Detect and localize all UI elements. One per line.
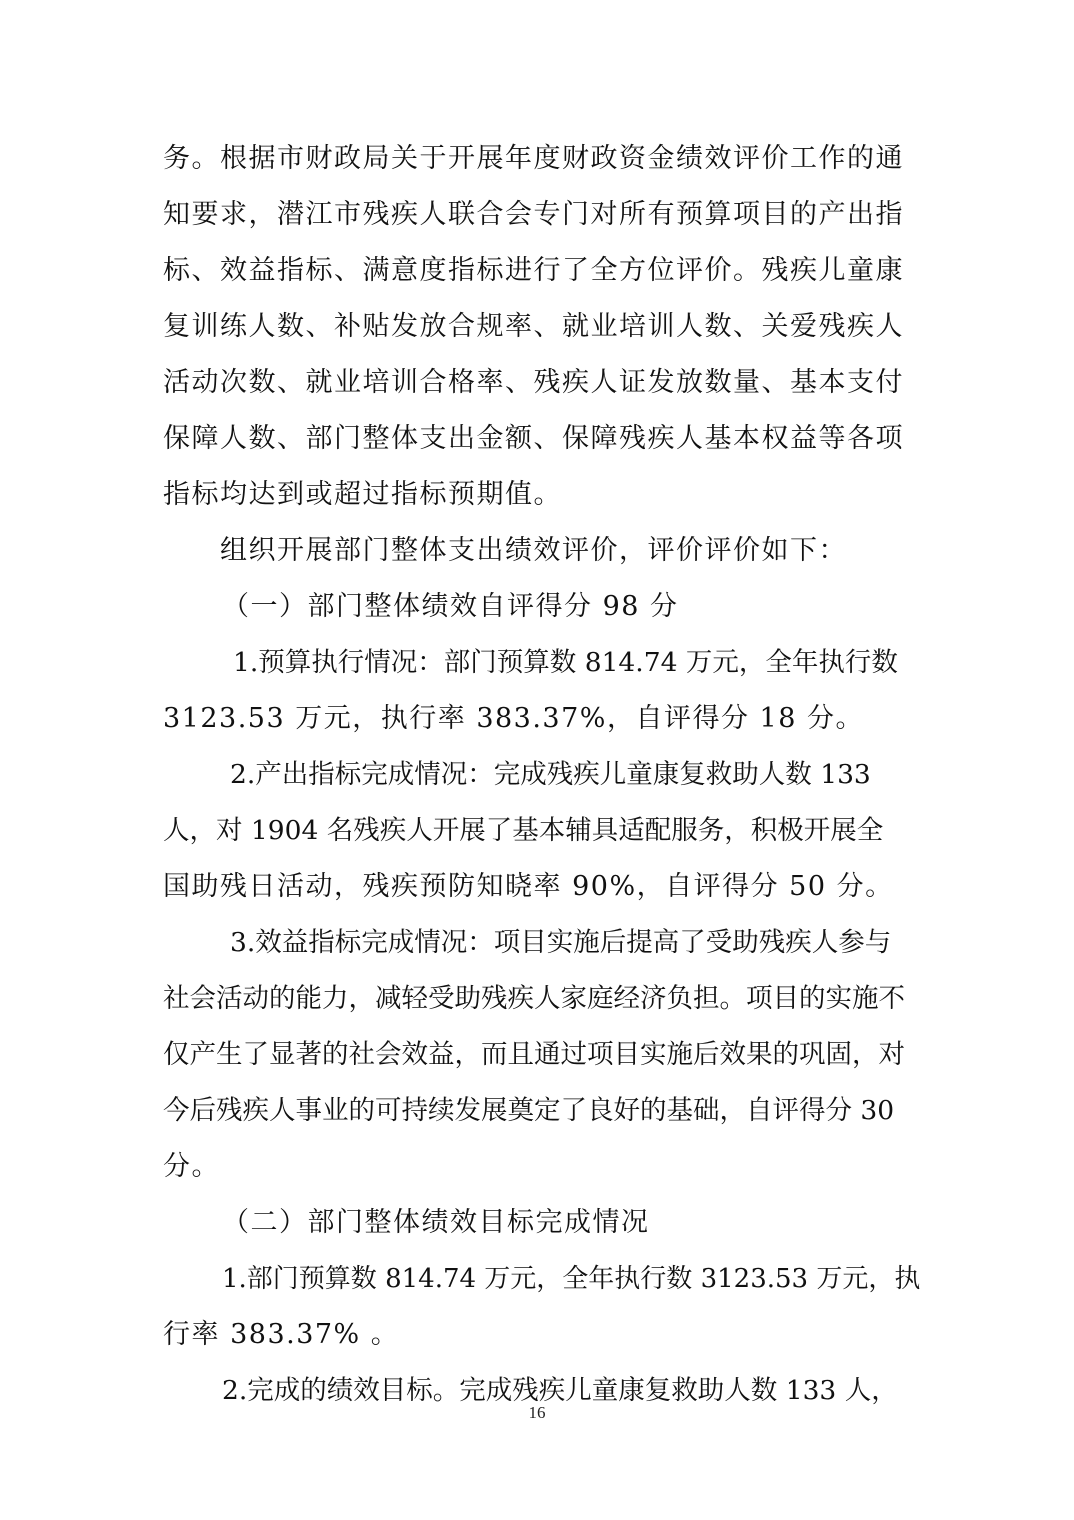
body-line-3: 标、效益指标、满意度指标进行了全方位评价。残疾儿童康 <box>163 255 904 286</box>
item-2-2-line-1: 2.完成的绩效目标。完成残疾儿童康复救助人数 133 人， <box>222 1375 898 1406</box>
section-heading-2: （二）部门整体绩效目标完成情况 <box>222 1207 650 1238</box>
body-line-6: 保障人数、部门整体支出金额、保障残疾人基本权益等各项 <box>163 423 904 454</box>
item-1-2-line-2: 人，对 1904 名残疾人开展了基本辅具适配服务，积极开展全 <box>163 815 884 846</box>
section-heading-1: （一）部门整体绩效自评得分 98 分 <box>222 591 679 622</box>
page-number: 16 <box>528 1403 546 1422</box>
body-line-2: 知要求，潜江市残疾人联合会专门对所有预算项目的产出指 <box>163 199 904 230</box>
paragraph-intro: 组织开展部门整体支出绩效评价，评价评价如下： <box>220 535 847 566</box>
body-line-4: 复训练人数、补贴发放合规率、就业培训人数、关爱残疾人 <box>163 311 904 342</box>
body-line-5: 活动次数、就业培训合格率、残疾人证发放数量、基本支付 <box>163 367 904 398</box>
item-1-2-line-3: 国助残日活动，残疾预防知晓率 90%，自评得分 50 分。 <box>163 871 894 902</box>
item-1-3-line-1: 3.效益指标完成情况：项目实施后提高了受助残疾人参与 <box>230 927 892 958</box>
item-1-3-line-3: 仅产生了显著的社会效益，而且通过项目实施后效果的巩固，对 <box>163 1039 905 1070</box>
item-2-1-line-1: 1.部门预算数 814.74 万元，全年执行数 3123.53 万元，执 <box>222 1264 921 1294</box>
body-line-7: 指标均达到或超过指标预期值。 <box>163 479 562 510</box>
item-1-3-line-5: 分。 <box>163 1151 220 1182</box>
item-1-1-line-2: 3123.53 万元，执行率 383.37%，自评得分 18 分。 <box>163 703 864 734</box>
item-1-3-line-4: 今后残疾人事业的可持续发展奠定了良好的基础，自评得分 30 <box>163 1095 895 1126</box>
item-1-2-line-1: 2.产出指标完成情况：完成残疾儿童康复救助人数 133 <box>230 759 871 790</box>
item-1-3-line-2: 社会活动的能力，减轻受助残疾人家庭经济负担。项目的实施不 <box>163 983 905 1014</box>
body-line-1: 务。根据市财政局关于开展年度财政资金绩效评价工作的通 <box>163 143 904 174</box>
item-1-1-line-1: 1.预算执行情况：部门预算数 814.74 万元，全年执行数 <box>233 647 898 678</box>
item-2-1-line-2: 行率 383.37% 。 <box>163 1319 400 1350</box>
